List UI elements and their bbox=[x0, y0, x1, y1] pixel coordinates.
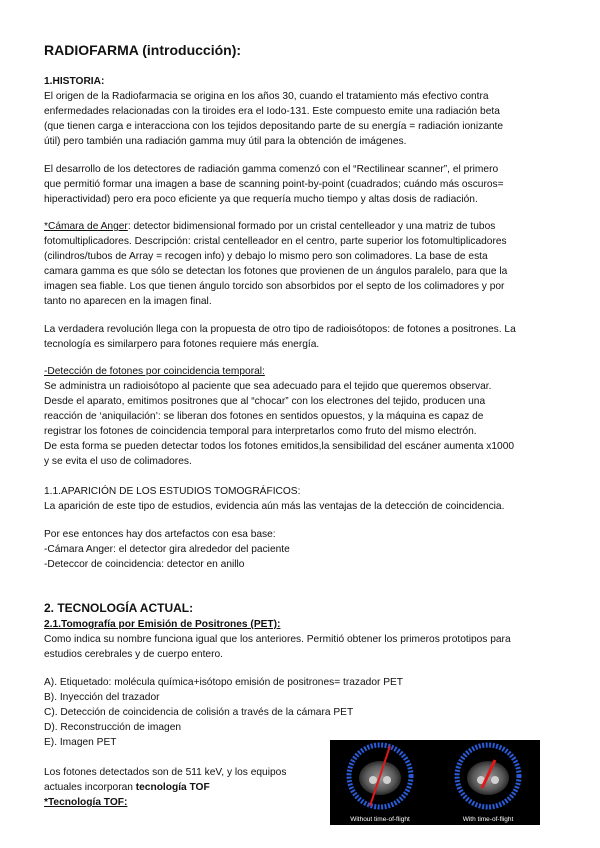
pet-steps-list bbox=[44, 675, 564, 750]
anger-line: fotomultiplicadores. Descripción: cristal centelleador en el centro, parte superior los fotomultiplicadores bbox=[44, 236, 507, 247]
artefactos-line: Por ese entonces hay dos artefactos con esa base: bbox=[44, 529, 276, 540]
pet-step: C). Detección de coincidencia de colisión a través de la cámara PET bbox=[44, 707, 354, 718]
anger-label: *Cámara de Anger bbox=[44, 221, 128, 232]
artefactos-line: -Cámara Anger: el detector gira alrededor del paciente bbox=[44, 544, 290, 555]
anger-first-line bbox=[44, 219, 564, 234]
anger-line: tanto no aparecen en la imagen final. bbox=[44, 296, 212, 307]
pet-step: A). Etiquetado: molécula química+isótopo emisión de positrones= trazador PET bbox=[44, 677, 404, 688]
tof-heading: *Tecnología TOF: bbox=[44, 797, 128, 808]
historia-p1-line: enfermedades relacionadas con la tiroides era el Iodo-131. Este compuesto emite una radiación beta bbox=[44, 106, 500, 117]
pet-line: Como indica su nombre funciona igual que los anteriores. Permitió obtener los primeros prototipos para bbox=[44, 634, 511, 645]
pet-section bbox=[44, 617, 564, 662]
organ-spot bbox=[369, 776, 377, 784]
revolucion-line: La verdadera revolución llega con la propuesta de otro tipo de radioisótopos: de fotones a positrones. La bbox=[44, 324, 516, 335]
historia-p1-line: útil) pero también una radiación gamma muy útil para la obtención de imágenes. bbox=[44, 136, 407, 147]
historia-section bbox=[44, 74, 564, 149]
pet-tof-comparison-figure bbox=[330, 740, 540, 825]
scan-without-tof bbox=[349, 745, 411, 807]
artefactos-line: -Deteccor de coincidencia: detector en anillo bbox=[44, 559, 245, 570]
tomograficos-line: La aparición de este tipo de estudios, evidencia aún más las ventajas de la detección de coincidencia. bbox=[44, 501, 505, 512]
revolucion-line: tecnología es similarpero para fotones requiere más energía. bbox=[44, 339, 320, 350]
historia-p2-line: que permitió formar una imagen a base de scanning point-by-point (cuadrados; cuándo más oscuros= bbox=[44, 179, 504, 190]
coincidencia-line: y se evita el uso de colimadores. bbox=[44, 456, 192, 467]
coincidencia-heading: -Detección de fotones por coincidencia temporal: bbox=[44, 366, 265, 377]
pet-figure-graphic bbox=[330, 740, 540, 825]
fotones-line-2 bbox=[44, 780, 324, 795]
fotones-line-2-text: actuales incorporan bbox=[44, 782, 136, 793]
coincidencia-line: Desde el aparato, emitimos positrones que al “chocar” con los electrones del tejido, producen una bbox=[44, 396, 486, 407]
pet-step: E). Imagen PET bbox=[44, 737, 117, 748]
coincidencia-line: registrar los fotones de coincidencia temporal para interpretarlos como fruto del mismo electrón. bbox=[44, 426, 477, 437]
organ-spot bbox=[383, 776, 391, 784]
tomograficos-section bbox=[44, 484, 564, 514]
anger-paragraph bbox=[44, 219, 564, 309]
pet-heading: 2.1.Tomografía por Emisión de Positrones (PET): bbox=[44, 619, 281, 630]
anger-first-rest: : detector bidimensional formado por un cristal centelleador y una matriz de tubos bbox=[127, 221, 496, 232]
historia-heading: 1.HISTORIA: bbox=[44, 76, 105, 87]
fotones-paragraph bbox=[44, 765, 324, 810]
coincidencia-line: reacción de ‘aniquilación’: se liberan dos fotones en sentidos opuestos, y la máquina es capaz de bbox=[44, 411, 484, 422]
historia-p1-line: (que tienen carga e interacciona con los tejidos depositando parte de su energía = radiación ionizante bbox=[44, 121, 504, 132]
artefactos-section bbox=[44, 527, 564, 572]
historia-p2 bbox=[44, 162, 564, 207]
scan-with-tof bbox=[457, 745, 519, 807]
tomograficos-heading: 1.1.APARICIÓN DE LOS ESTUDIOS TOMOGRÁFICOS: bbox=[44, 486, 301, 497]
caption-with-tof: With time-of-flight bbox=[462, 816, 514, 823]
pet-line: estudios cerebrales y de cuerpo entero. bbox=[44, 649, 223, 660]
fotones-line: Los fotones detectados son de 511 keV, y los equipos bbox=[44, 767, 287, 778]
caption-without-tof: Without time-of-flight bbox=[350, 816, 410, 823]
revolucion-paragraph bbox=[44, 322, 564, 352]
historia-p2-line: hiperactividad) pero era poco eficiente ya que requería mucho tiempo y altas dosis de radiación. bbox=[44, 194, 478, 205]
tof-term: tecnología TOF bbox=[135, 782, 210, 793]
coincidencia-line: Se administra un radioisótopo al paciente que sea adecuado para el tejido que queremos observar. bbox=[44, 381, 492, 392]
anger-line: imagen sea fiable. Los que tienen ángulo torcido son absorbidos por el septo de los colimadores y por bbox=[44, 281, 505, 292]
pet-step: B). Inyección del trazador bbox=[44, 692, 160, 703]
coincidencia-section bbox=[44, 364, 564, 469]
historia-p2-line: El desarrollo de los detectores de radiación gamma comenzó con el “Rectilinear scanner”, el primero bbox=[44, 164, 499, 175]
historia-p1-line: El origen de la Radiofarmacia se origina en los años 30, cuando el tratamiento más efectivo contra bbox=[44, 91, 489, 102]
pet-step: D). Reconstrucción de imagen bbox=[44, 722, 182, 733]
anger-line: camara gamma es que sólo se detectan los fotones que provienen de un ángulos paralelo, para que la bbox=[44, 266, 508, 277]
coincidencia-line: De esta forma se pueden detectar todos los fotones emitidos,la sensibilidad del escáner aumenta x1000 bbox=[44, 441, 515, 452]
anger-line: (cilindros/tubos de Array = recogen info) y debajo lo mismo pero son colimadores. La base de esta bbox=[44, 251, 488, 262]
organ-spot bbox=[491, 776, 499, 784]
page-title: RADIOFARMA (introducción): bbox=[44, 42, 242, 58]
tecnologia-heading: 2. TECNOLOGÍA ACTUAL: bbox=[44, 601, 194, 615]
